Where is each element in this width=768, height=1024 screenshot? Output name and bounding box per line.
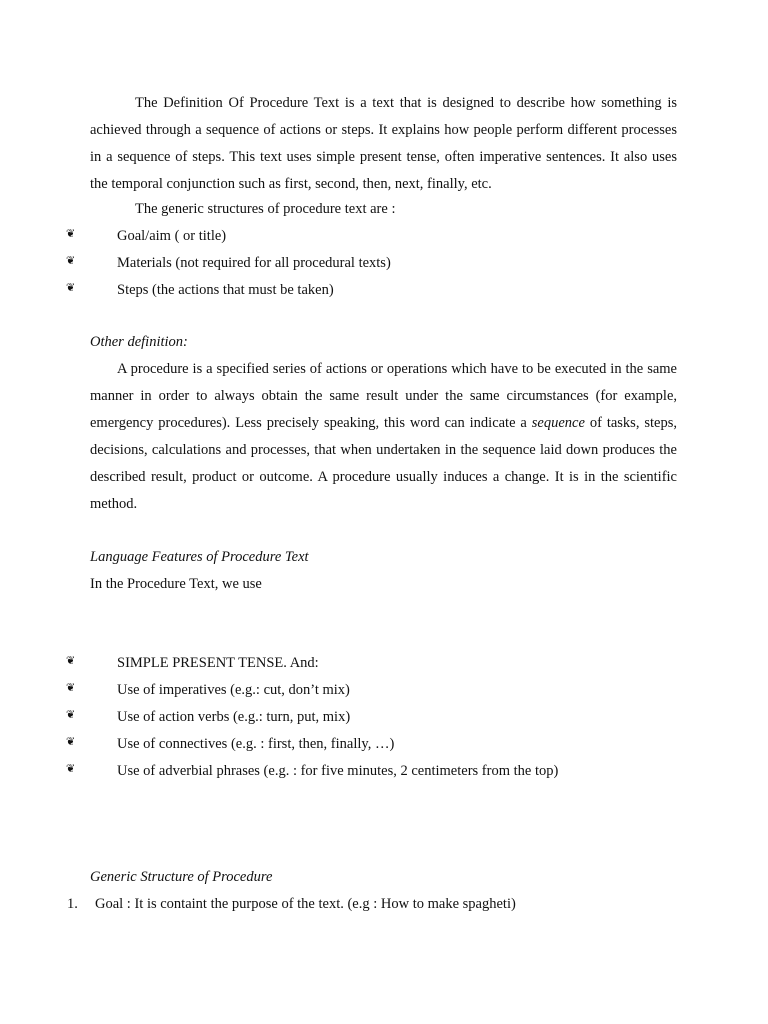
list-item-text: Goal/aim ( or title) <box>117 228 227 244</box>
list-item-text: Use of action verbs (e.g.: turn, put, mix) <box>117 709 351 725</box>
structures-lead: The generic structures of procedure text are : <box>135 201 396 217</box>
list-item-text: Use of connectives (e.g. : first, then, finally, …) <box>117 736 395 752</box>
list-item-text: Use of adverbial phrases (e.g. : for five minutes, 2 centimeters from the top) <box>117 763 559 779</box>
list-item-text: Use of imperatives (e.g.: cut, don’t mix) <box>117 682 350 698</box>
bullet-icon: ❦ <box>66 708 76 721</box>
language-features-heading: Language Features of Procedure Text <box>90 549 309 565</box>
bullet-icon: ❦ <box>66 762 76 775</box>
other-definition-emphasis: sequence <box>531 415 585 431</box>
intro-text: The Definition Of Procedure Text is a text that is designed to describe how something is achieved through a sequence of actions or steps. It explains how people perform different processes in a sequence of steps. This text uses simple present tense, often imperative sentences. It also uses the temporal conjunction such as first, second, then, next, finally, etc. <box>90 95 677 192</box>
other-definition-paragraph <box>90 356 677 518</box>
list-item-text: Materials (not required for all procedural texts) <box>117 255 391 271</box>
bullet-icon: ❦ <box>66 735 76 748</box>
item-text: Goal : It is containt the purpose of the text. (e.g : How to make spagheti) <box>95 896 516 912</box>
item-number: 1. <box>67 896 78 912</box>
list-item-text: SIMPLE PRESENT TENSE. And: <box>117 655 319 671</box>
other-definition-heading: Other definition: <box>90 334 188 350</box>
bullet-icon: ❦ <box>66 254 76 267</box>
bullet-icon: ❦ <box>66 227 76 240</box>
other-definition-text-before: A procedure is a specified series of actions or operations which have to be executed in the same manner in order to always obtain the same result under the same circumstances (for example, emergency procedures). Less precisely speaking, this word can indicate a <box>90 361 677 431</box>
other-definition-text-after: of tasks, steps, decisions, calculations and processes, that when undertaken in the sequence laid down produces the described result, product or outcome. A procedure usually induces a change. It is in the scientific method. <box>90 415 677 512</box>
bullet-icon: ❦ <box>66 681 76 694</box>
list-item-text: Steps (the actions that must be taken) <box>117 282 334 298</box>
bullet-icon: ❦ <box>66 281 76 294</box>
language-features-lead: In the Procedure Text, we use <box>90 576 262 592</box>
bullet-icon: ❦ <box>66 654 76 667</box>
generic-structure-heading: Generic Structure of Procedure <box>90 869 273 885</box>
intro-paragraph <box>90 90 677 198</box>
